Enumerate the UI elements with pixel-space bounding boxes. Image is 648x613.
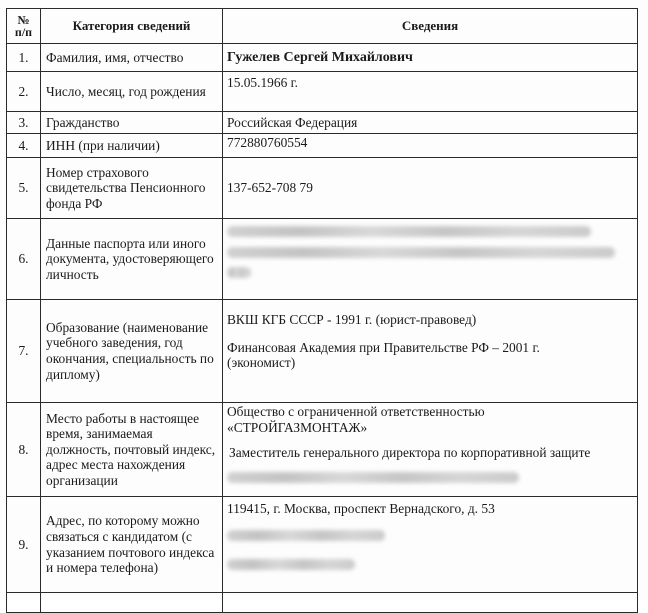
redacted-text [227, 226, 591, 237]
table-row [7, 219, 638, 300]
redacted-text [227, 247, 615, 258]
header-number-symbol: № [17, 13, 30, 27]
table-row [7, 403, 638, 497]
row-category: Номер страхового свидетельства Пенсионного фонда РФ [41, 158, 223, 219]
company-name-line-2: «СТРОЙГАЗМОНТАЖ» [227, 419, 368, 435]
full-name-value: Гужелев Сергей Михайлович [223, 44, 638, 72]
row-category: Число, месяц, год рождения [41, 72, 223, 112]
pension-number-value: 137-652-708 79 [223, 158, 638, 219]
contact-address-value [223, 497, 638, 593]
redacted-text [227, 559, 355, 570]
company-name-line-1: Общество с ограниченной ответственностью [227, 404, 485, 419]
table-row [7, 497, 638, 593]
row-number: 3. [7, 112, 41, 134]
table-row [7, 72, 638, 112]
row-category: Гражданство [41, 112, 223, 134]
redacted-text [227, 472, 519, 483]
row-category: Образование (наименование учебного заведения, год окончания, специальность по диплому) [41, 300, 223, 403]
redacted-text [227, 267, 251, 278]
education-line-3: (экономист) [227, 355, 296, 371]
header-category: Категория сведений [41, 9, 223, 44]
row-number: 9. [7, 497, 41, 593]
redacted-text [227, 530, 385, 541]
row-number: 5. [7, 158, 41, 219]
table-row [7, 300, 638, 403]
row-number: 8. [7, 403, 41, 497]
row-category: Адрес, по которому можно связаться с кандидатом (с указанием почтового индекса и номера телефона) [41, 497, 223, 593]
position-line: Заместитель генерального директора по корпоративной защите [229, 445, 591, 461]
row-category: Данные паспорта или иного документа, удостоверяющего личность [41, 219, 223, 300]
header-number [7, 9, 41, 44]
table-row-partial [7, 593, 638, 613]
row-category: Фамилия, имя, отчество [41, 44, 223, 72]
table-row [7, 134, 638, 158]
candidate-info-table [6, 8, 638, 613]
row-number: 7. [7, 300, 41, 403]
header-value: Сведения [223, 9, 638, 44]
passport-value-redacted [223, 219, 638, 300]
row-number: 1. [7, 44, 41, 72]
education-line-2: Финансовая Академия при Правительстве РФ – 2001 г. [227, 339, 540, 355]
header-number-label: п/п [14, 25, 33, 39]
table-row [7, 158, 638, 219]
row-number [7, 593, 41, 613]
row-number: 4. [7, 134, 41, 158]
education-line-1: ВКШ КГБ СССР - 1991 г. (юрист-правовед) [227, 312, 477, 327]
citizenship-value: Российская Федерация [223, 112, 638, 134]
row-category [41, 593, 223, 613]
birth-date-value: 15.05.1966 г. [223, 72, 638, 112]
row-number: 2. [7, 72, 41, 112]
row-category: Место работы в настоящее время, занимаемая должность, почтовый индекс, адрес места нахождения организации [41, 403, 223, 497]
row-value [223, 593, 638, 613]
row-category: ИНН (при наличии) [41, 134, 223, 158]
table-row [7, 112, 638, 134]
table-header-row [7, 9, 638, 44]
table-row [7, 44, 638, 72]
inn-value: 772880760554 [223, 134, 638, 158]
workplace-value [223, 403, 638, 497]
row-number: 6. [7, 219, 41, 300]
education-value [223, 300, 638, 403]
address-line: 119415, г. Москва, проспект Вернадского, д. 53 [227, 501, 495, 516]
